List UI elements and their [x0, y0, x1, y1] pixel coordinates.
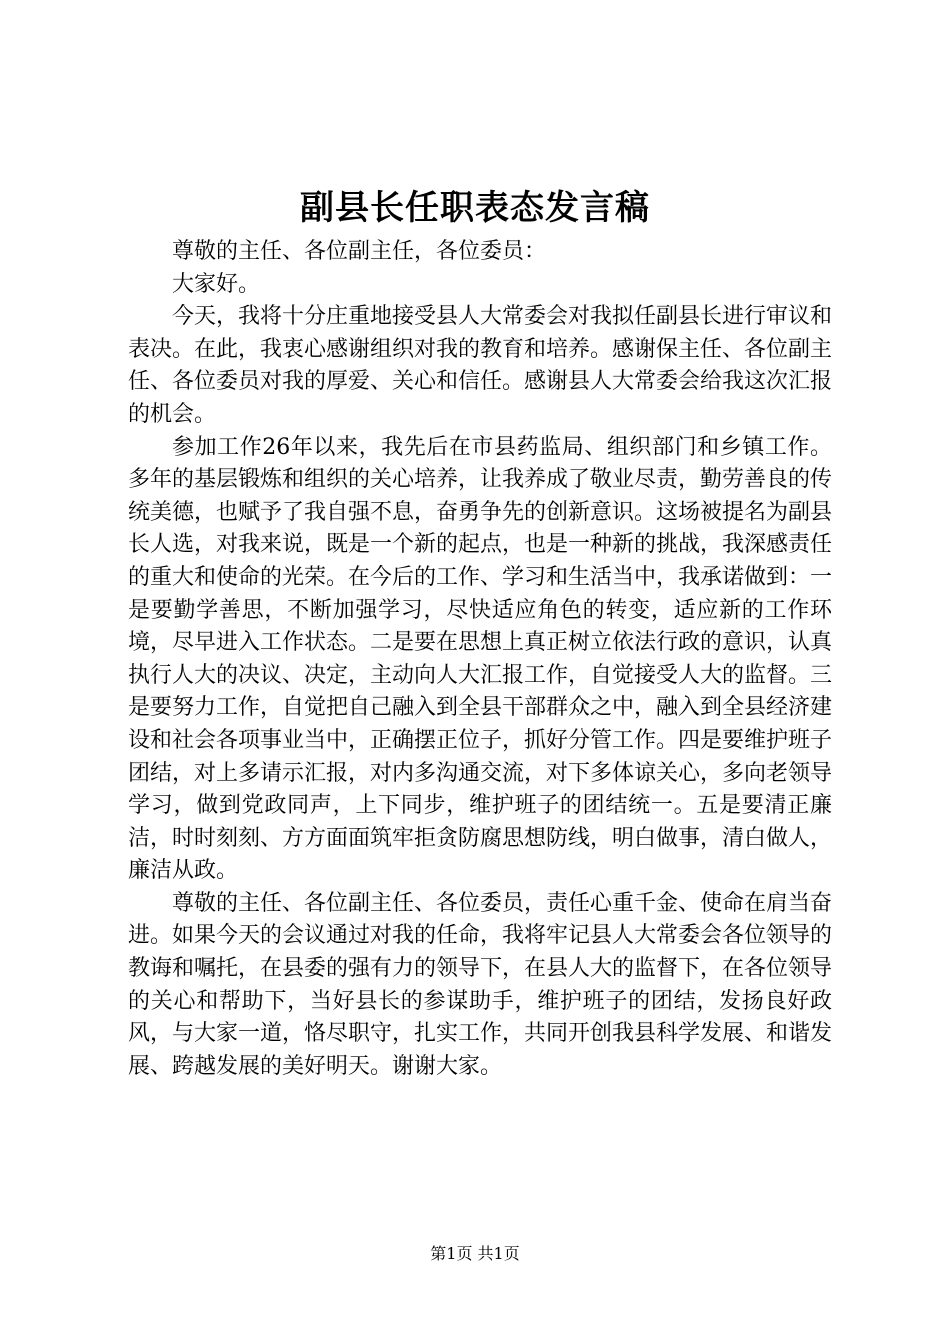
closing-paragraph: 尊敬的主任、各位副主任、各位委员，责任心重千金、使命在肩当奋进。如果今天的会议通过对我的任命，我将牢记县人大常委会各位领导的教诲和嘱托，在县委的强有力的领导下，在县人大的监督下，在各位领导的关心和帮助下，当好县长的参谋助手，维护班子的团结，发扬良好政风，与大家一道，恪尽职守，扎实工作，共同开创我县科学发展、和谐发展、跨越发展的美好明天。谢谢大家。: [128, 890, 833, 1079]
greeting-paragraph: 大家好。: [172, 271, 261, 297]
salutation-paragraph: 尊敬的主任、各位副主任，各位委员：: [172, 239, 547, 264]
document-title: 副县长任职表态发言稿: [300, 188, 650, 228]
document-body: [128, 236, 832, 1083]
body-paragraph: 参加工作26年以来，我先后在市县药监局、组织部门和乡镇工作。多年的基层锻炼和组织的关心培养，让我养成了敬业尽责，勤劳善良的传统美德，也赋予了我自强不息，奋勇争先的创新意识。这场被提名为副县长人选，对我来说，既是一个新的起点，也是一种新的挑战，我深感责任的重大和使命的光荣。在今后的工作、学习和生活当中，我承诺做到：一是要勤学善思，不断加强学习，尽快适应角色的转变，适应新的工作环境，尽早进入工作状态。二是要在思想上真正树立依法行政的意识，认真执行人大的决议、决定，主动向人大汇报工作，自觉接受人大的监督。三是要努力工作，自觉把自己融入到全县干部群众之中，融入到全县经济建设和社会各项事业当中，正确摆正位子，抓好分管工作。四是要维护班子团结，对上多请示汇报，对内多沟通交流，对下多体谅关心，多向老领导学习，做到党政同声，上下同步，维护班子的团结统一。五是要清正廉洁，时时刻刻、方方面面筑牢拒贪防腐思想防线，明白做事，清白做人，廉洁从政。: [128, 434, 833, 884]
body-paragraph: 今天，我将十分庄重地接受县人大常委会对我拟任副县长进行审议和表决。在此，我衷心感谢组织对我的教育和培养。感谢保主任、各位副主任、各位委员对我的厚爱、关心和信任。感谢县人大常委会给我这次汇报的机会。: [128, 304, 833, 427]
page-number-footer: 第1页 共1页: [430, 1244, 520, 1263]
